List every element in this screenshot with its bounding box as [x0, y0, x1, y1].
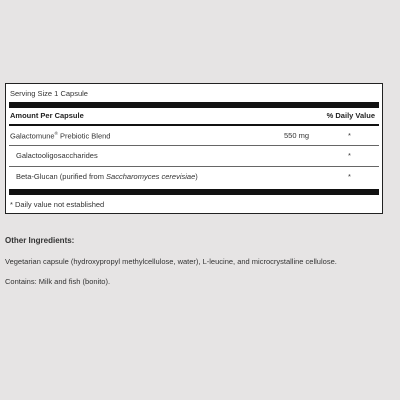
nutrient-amount: 550 mg [284, 131, 310, 140]
header-divider [9, 124, 379, 126]
supplement-facts-panel [5, 83, 383, 214]
thick-divider-bottom [9, 189, 379, 195]
other-ingredients-text: Vegetarian capsule (hydroxypropyl methylcellulose, water), L-leucine, and microcrystalline cellulose. [5, 257, 337, 266]
daily-value-footnote: * Daily value not established [10, 200, 105, 209]
nutrient-name: Beta-Glucan (purified from Saccharomyces cerevisiae) [16, 172, 198, 181]
amount-per-capsule-header: Amount Per Capsule [10, 111, 84, 120]
thick-divider-top [9, 102, 379, 108]
registered-trademark: ® [54, 131, 58, 136]
nutrient-daily-value: * [348, 172, 351, 181]
row-divider [9, 166, 379, 167]
nutrient-daily-value: * [348, 151, 351, 160]
other-ingredients-title: Other Ingredients: [5, 236, 75, 245]
serving-size: Serving Size 1 Capsule [10, 89, 88, 98]
daily-value-header: % Daily Value [326, 111, 375, 120]
nutrient-name: Galactomune® Prebiotic Blend [10, 131, 111, 141]
species-name: Saccharomyces cerevisiae [106, 172, 196, 181]
allergen-contains-text: Contains: Milk and fish (bonito). [5, 277, 111, 286]
nutrient-name: Galactooligosaccharides [16, 151, 98, 160]
row-divider [9, 145, 379, 146]
nutrient-daily-value: * [348, 131, 351, 140]
